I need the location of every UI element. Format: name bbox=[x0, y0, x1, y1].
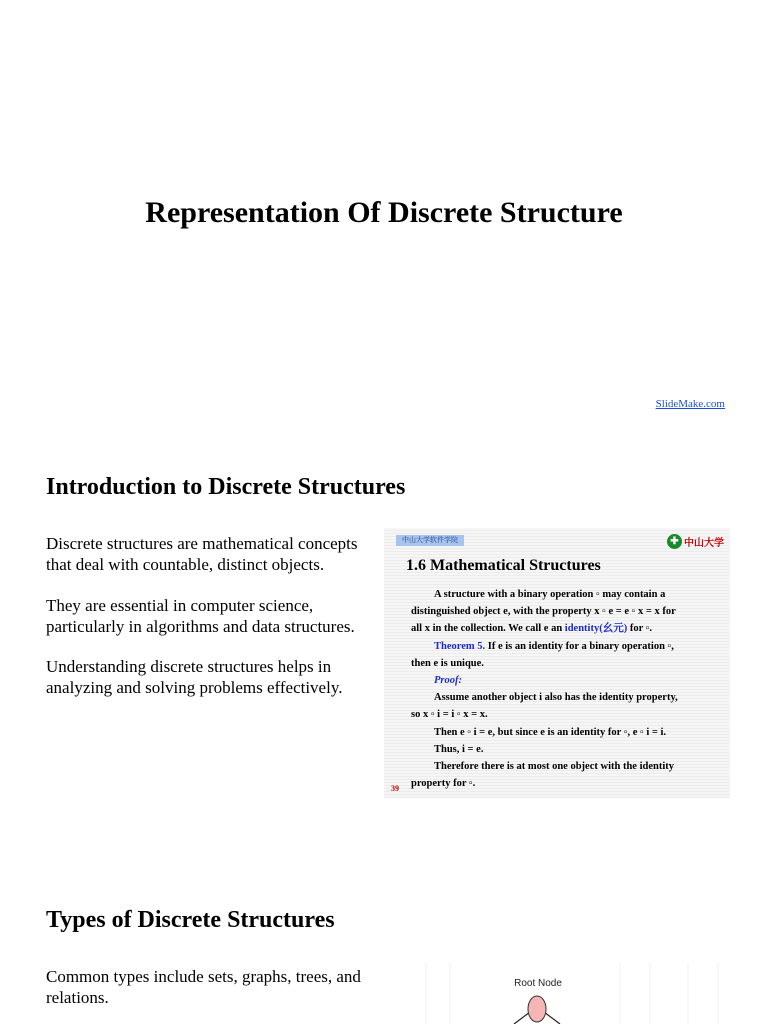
university-logo bbox=[667, 534, 724, 549]
slide-line: distinguished object e, with the property x ▫ e = e ▫ x = x for bbox=[411, 606, 676, 618]
university-emblem-icon: ✚ bbox=[667, 534, 682, 549]
types-paragraph-1: Common types include sets, graphs, trees, and relations. bbox=[46, 967, 361, 1007]
tree-edge-right bbox=[544, 1012, 560, 1024]
intro-paragraph-2: They are essential in computer science, particularly in algorithms and data structures. bbox=[46, 596, 355, 636]
tree-diagram-svg bbox=[420, 962, 730, 1024]
slide-heading: 1.6 Mathematical Structures bbox=[406, 557, 601, 574]
university-logo-text: 中山大学 bbox=[684, 538, 724, 549]
page-title: Representation Of Discrete Structure bbox=[145, 196, 623, 229]
section-heading-types: Types of Discrete Structures bbox=[46, 907, 335, 933]
slide-line: Theorem 5. If e is an identity for a binary operation ▫, bbox=[434, 640, 674, 652]
intro-paragraph-3: Understanding discrete structures helps in analyzing and solving problems effectively. bbox=[46, 657, 343, 697]
slide-line: then e is unique. bbox=[411, 657, 484, 669]
identity-term: identity(幺元) bbox=[564, 623, 628, 635]
slide-line: Thus, i = e. bbox=[434, 743, 484, 755]
slidemake-link[interactable]: SlideMake.com bbox=[655, 398, 725, 410]
tree-edge-left bbox=[514, 1012, 530, 1024]
proof-label: Proof: bbox=[434, 675, 462, 687]
root-node-circle bbox=[528, 996, 546, 1022]
slide-school-tag: 中山大学软件学院 bbox=[396, 535, 464, 546]
slide-page-number: 39 bbox=[391, 784, 399, 793]
slide-line: Assume another object i also has the identity property, bbox=[434, 692, 678, 704]
section-heading-introduction: Introduction to Discrete Structures bbox=[46, 474, 406, 500]
theorem-label: Theorem 5. bbox=[434, 640, 486, 652]
slide-line: Therefore there is at most one object with the identity bbox=[434, 761, 674, 773]
mathematical-structures-slide-image bbox=[384, 528, 730, 798]
tree-diagram-image bbox=[420, 962, 730, 1024]
slide-line: Then e ▫ i = e, but since e is an identity for ▫, e ▫ i = i. bbox=[434, 726, 667, 738]
slide-line: A structure with a binary operation ▫ may contain a bbox=[434, 589, 666, 600]
slide-body-text bbox=[411, 586, 711, 792]
slide-line: so x ▫ i = i ▫ x = x. bbox=[411, 709, 488, 721]
intro-paragraph-1: Discrete structures are mathematical concepts that deal with countable, distinct objects. bbox=[46, 534, 358, 574]
slide-line: property for ▫. bbox=[411, 778, 476, 790]
slide-line: all x in the collection. We call e an identity(幺元) for ▫. bbox=[411, 623, 653, 635]
root-node-label: Root Node bbox=[514, 978, 562, 989]
